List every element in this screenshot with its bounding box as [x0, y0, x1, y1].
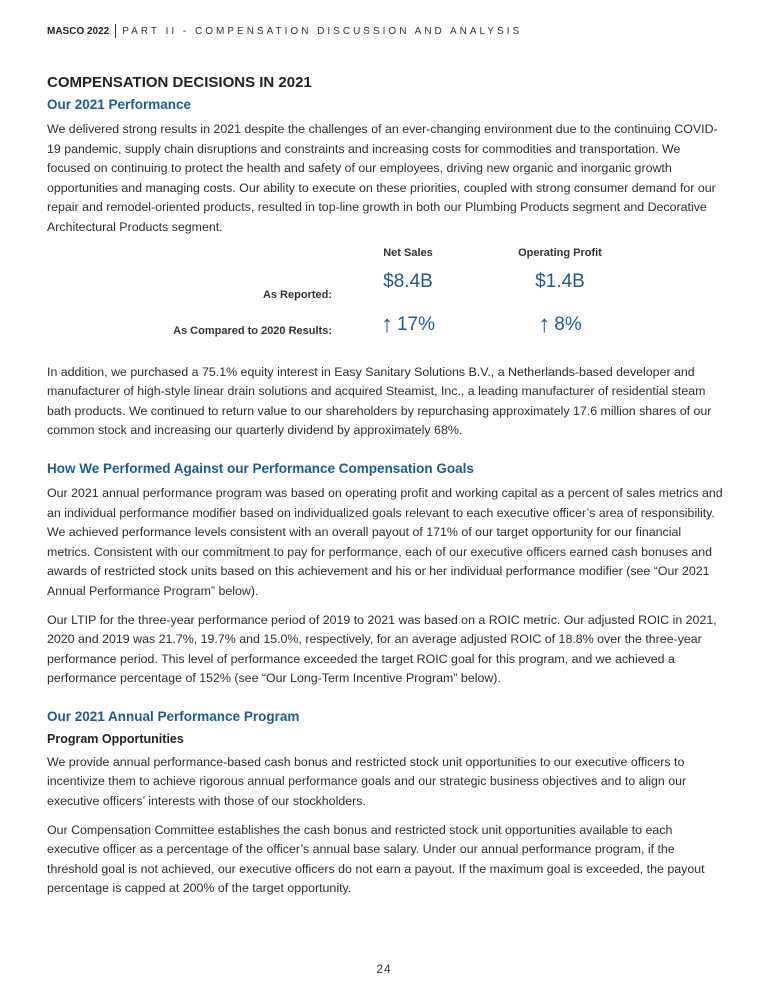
- operating-profit-reported: $1.4B: [535, 270, 585, 292]
- operating-profit-change: [490, 311, 630, 339]
- page-header: [47, 24, 522, 38]
- header-divider: [115, 24, 116, 38]
- page-number: 24: [376, 962, 392, 976]
- paragraph: Our Compensation Committee establishes the cash bonus and restricted stock unit opportunities available to each executive officer as a percentage of the officer’s annual base salary. Under our annual performance program, if the threshold goal is not achieved, our executive officers do not earn a payout. If the maximum goal is exceeded, the payout percentage is capped at 200% of the target opportunity.: [47, 822, 705, 896]
- net-sales-reported: $8.4B: [383, 270, 433, 292]
- metric-column-header: Operating Profit: [518, 246, 602, 259]
- paragraph: Our 2021 annual performance program was based on operating profit and working capital as a percent of sales metrics and an individual performance modifier based on individualized goals relevant to each executive officer’s area of responsibility. We achieved performance levels consistent with an overall payout of 171% of our target opportunity for our financial metrics. Consistent with our commitment to pay for performance, each of our executive officers earned cash bonuses and awards of restricted stock units based on this achievement and his or her individual performance modifier (see “Our 2021 Annual Performance Program” below).: [47, 485, 723, 598]
- arrow-up-icon: ↑: [538, 310, 551, 338]
- arrow-up-icon: ↑: [380, 310, 393, 338]
- paragraph: We provide annual performance-based cash bonus and restricted stock unit opportunities to our executive officers to incentivize them to achieve rigorous annual performance goals and our strategic business objectives and to align our executive officers’ interests with those of our stockholders.: [47, 754, 687, 809]
- change-value: 17%: [396, 313, 436, 335]
- subheading: Program Opportunities: [47, 731, 184, 746]
- section-heading: How We Performed Against our Performance Compensation Goals: [47, 460, 474, 476]
- header-section: PART II - COMPENSATION DISCUSSION AND ANALYSIS: [122, 25, 523, 37]
- section-heading: Our 2021 Performance: [47, 97, 192, 112]
- section-heading: Our 2021 Annual Performance Program: [47, 708, 300, 724]
- metric-row-label: As Reported:: [262, 288, 332, 301]
- change-value: 8%: [554, 313, 582, 335]
- header-brand: MASCO 2022: [47, 25, 110, 37]
- metric-column-header: Net Sales: [383, 246, 433, 259]
- net-sales-change: [338, 311, 478, 339]
- paragraph: Our LTIP for the three-year performance period of 2019 to 2021 was based on a ROIC metric. Our adjusted ROIC in 2021, 2020 and 2019 was 21.7%, 19.7% and 15.0%, respectively, for an average adjusted ROIC of 18.8% over the three-year performance period. This level of performance exceeded the target ROIC goal for this program, and we achieved a performance percentage of 152% (see “Our Long-Term Incentive Program” below).: [47, 612, 717, 686]
- paragraph: In addition, we purchased a 75.1% equity interest in Easy Sanitary Solutions B.V., a Netherlands-based developer and manufacturer of high-style linear drain solutions and acquired Steamist, Inc., a leading manufacturer of residential steam bath products. We continued to return value to our shareholders by repurchasing approximately 17.6 million shares of our common stock and increasing our quarterly dividend by approximately 68%.: [47, 364, 712, 438]
- metric-row-label: As Compared to 2020 Results:: [173, 324, 332, 337]
- performance-metrics: [47, 247, 727, 357]
- paragraph: We delivered strong results in 2021 despite the challenges of an ever-changing environment due to the continuing COVID-19 pandemic, supply chain disruptions and constraints and increasing costs for commodities and transportation. We focused on continuing to protect the health and safety of our employees, driving new organic and inorganic growth opportunities and managing costs. Our ability to execute on these priorities, coupled with strong consumer demand for our repair and remodel-oriented products, resulted in top-line growth in both our Plumbing Products segment and Decorative Architectural Products segment.: [47, 122, 718, 234]
- page-title: COMPENSATION DECISIONS IN 2021: [47, 74, 312, 91]
- page-content: [47, 74, 727, 908]
